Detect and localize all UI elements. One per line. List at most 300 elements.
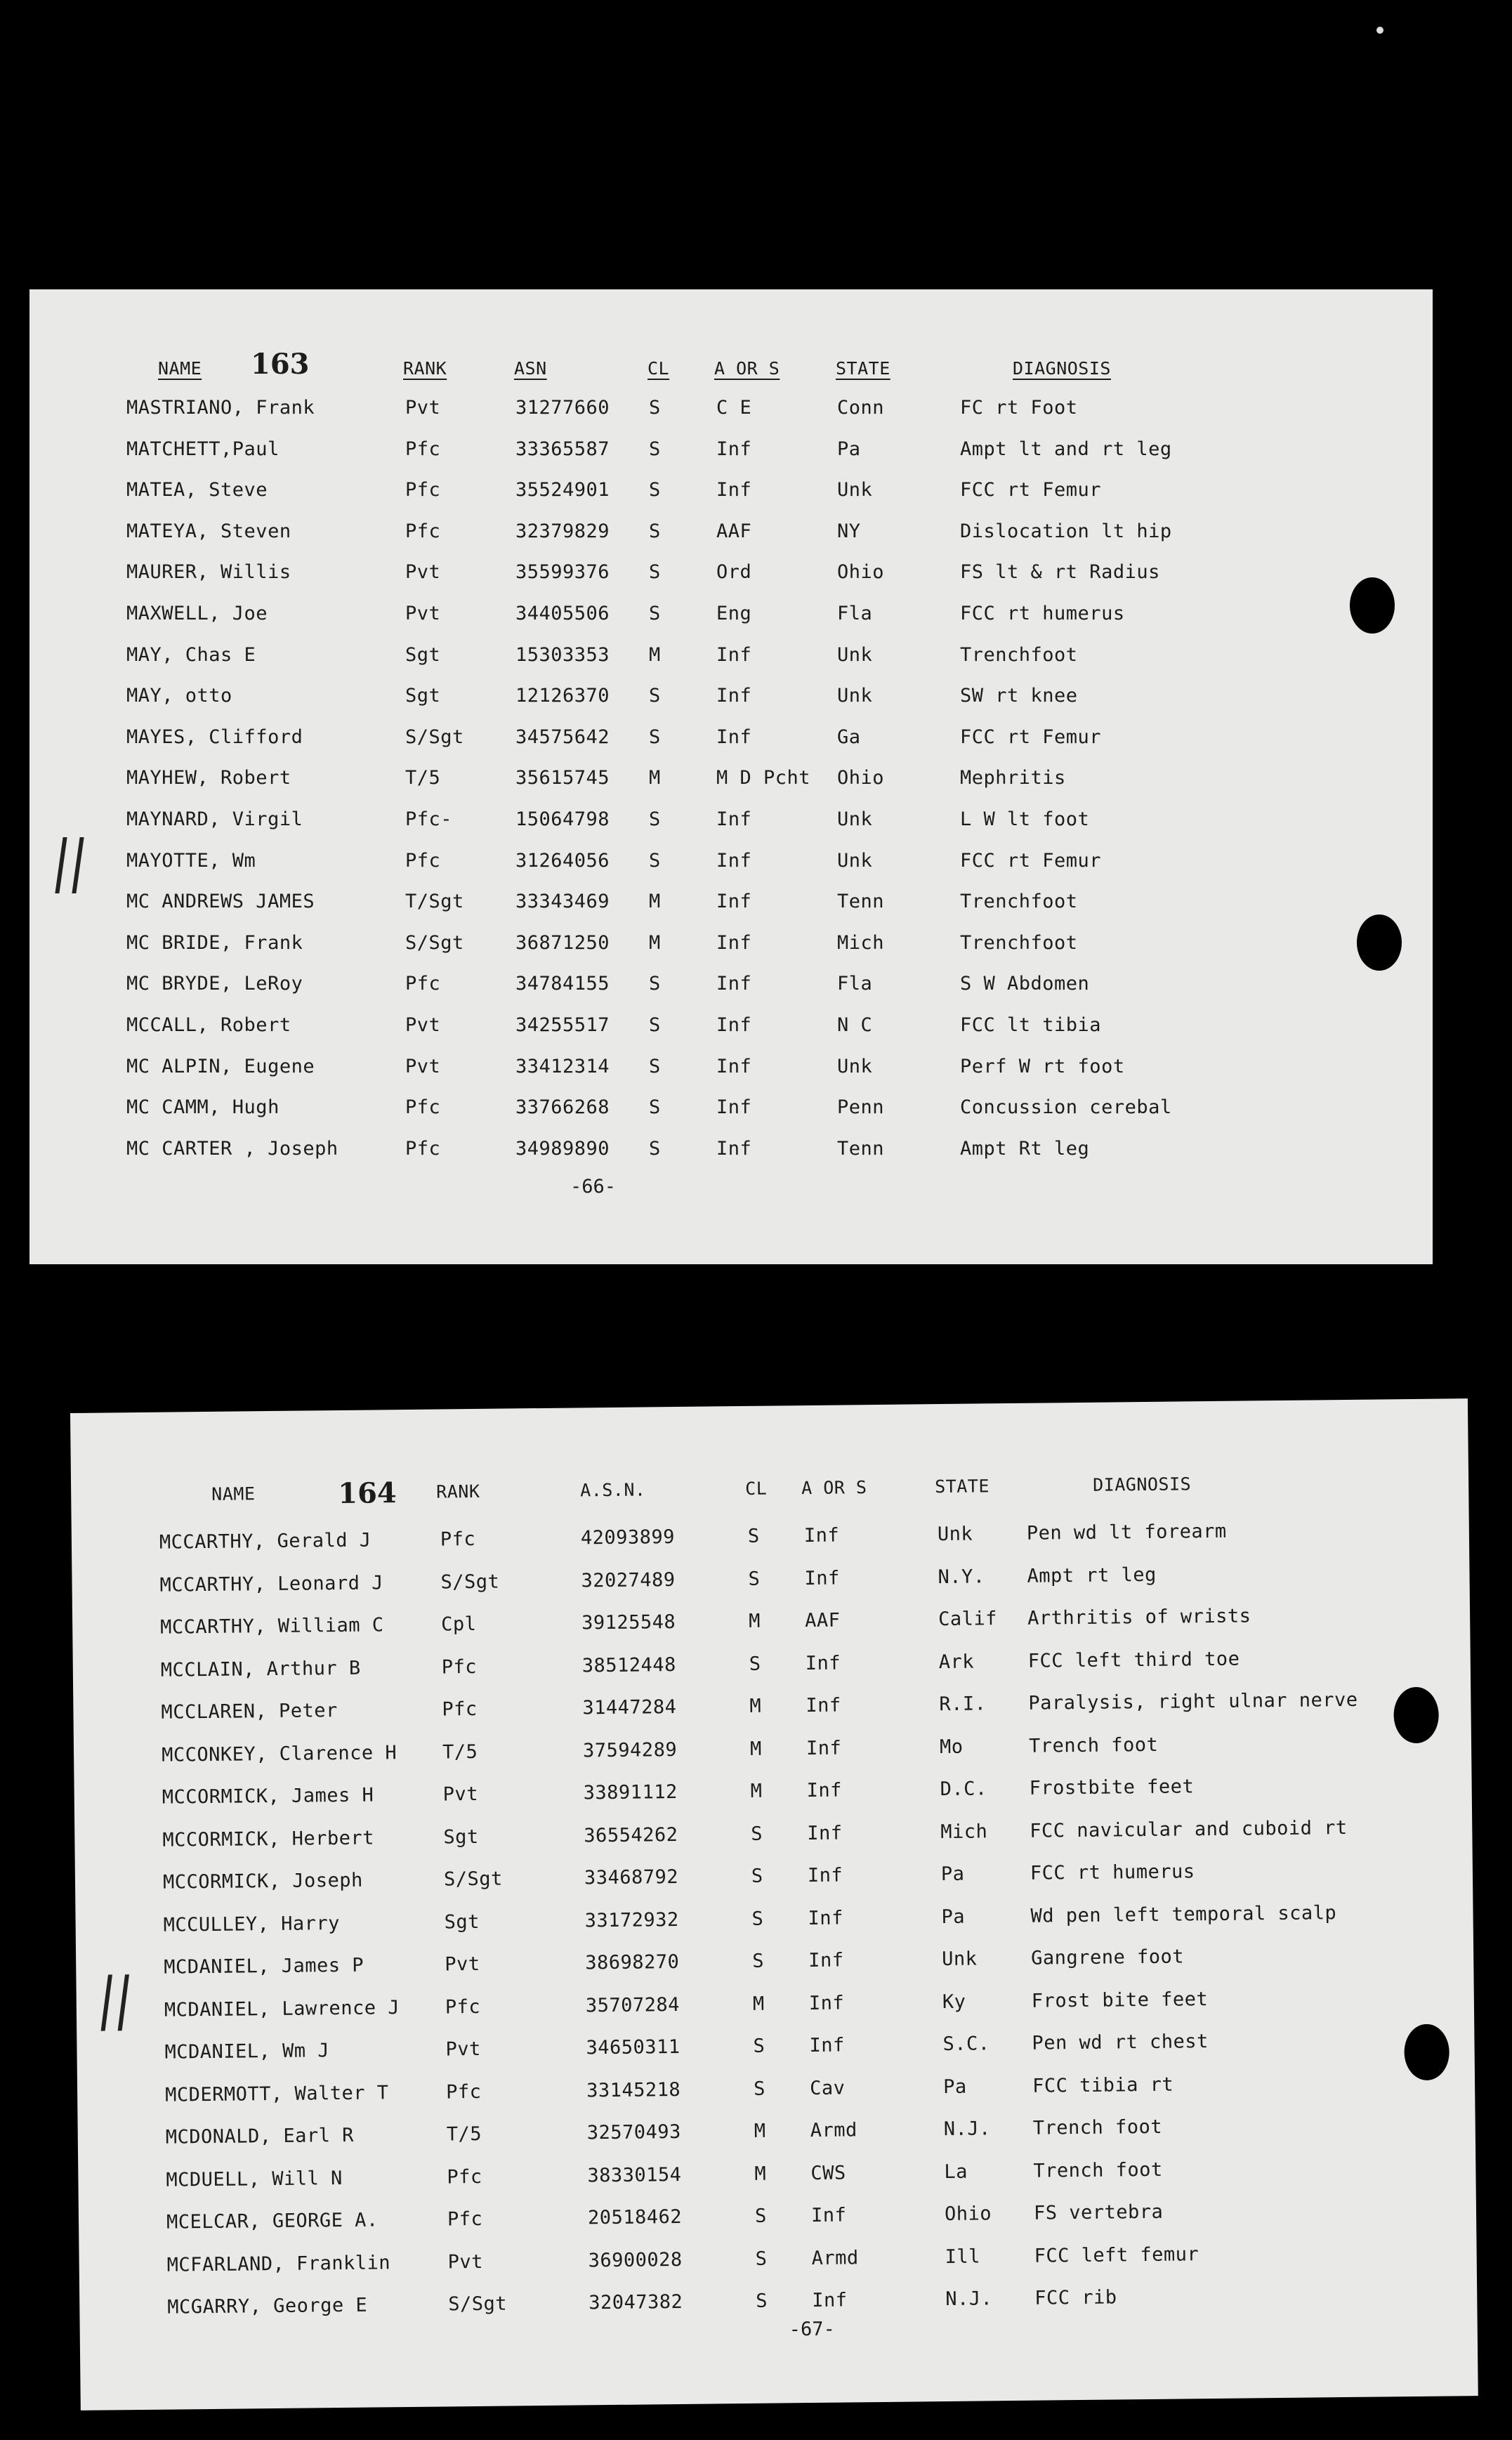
table-row xyxy=(29,472,1433,509)
cell-name: MCCALL, Robert xyxy=(126,1014,291,1036)
cell-state: Unk xyxy=(837,808,873,830)
cell-state: La xyxy=(944,2160,968,2183)
cell-rank: T/5 xyxy=(446,2123,482,2146)
cell-state: D.C. xyxy=(940,1778,987,1801)
cell-name: MAYNARD, Virgil xyxy=(126,808,303,830)
cell-cl: S xyxy=(753,2035,765,2057)
cell-rank: S/Sgt xyxy=(405,726,464,748)
cell-diagnosis: Ampt Rt leg xyxy=(960,1137,1090,1160)
cell-diagnosis: Trenchfoot xyxy=(960,643,1078,666)
cell-aors: Eng xyxy=(716,603,752,624)
cell-cl: S xyxy=(751,1908,764,1930)
cell-asn: 34650311 xyxy=(586,2035,681,2059)
cell-asn: 31447284 xyxy=(582,1695,677,1719)
cell-rank: Pfc xyxy=(447,2208,483,2231)
cell-diagnosis: Wd pen left temporal scalp xyxy=(1030,1901,1337,1927)
cell-state: Unk xyxy=(837,1055,873,1077)
cell-name: MCDANIEL, Wm J xyxy=(164,2040,330,2064)
table-row xyxy=(79,2191,1476,2242)
cell-aors: CWS xyxy=(810,2161,846,2184)
cell-rank: Sgt xyxy=(405,685,441,707)
header-row xyxy=(71,1463,1468,1514)
cell-cl: S xyxy=(649,808,661,830)
cell-diagnosis: S W Abdomen xyxy=(960,973,1090,995)
cell-diagnosis: Pen wd lt forearm xyxy=(1026,1520,1227,1544)
cell-aors: M D Pcht xyxy=(716,767,811,789)
cell-state: Fla xyxy=(837,603,873,624)
cell-diagnosis: FCC rib xyxy=(1034,2286,1117,2309)
cell-name: MC ALPIN, Eugene xyxy=(126,1055,315,1077)
cell-asn: 15064798 xyxy=(515,808,610,830)
cell-name: MAYES, Clifford xyxy=(126,726,303,748)
cell-rank: Pvt xyxy=(442,1783,479,1806)
cell-state: Ga xyxy=(837,726,861,748)
cell-name: MCCARTHY, Gerald J xyxy=(159,1529,372,1554)
cell-state: Ohio xyxy=(837,561,885,584)
cell-aors: Inf xyxy=(805,1652,841,1674)
cell-state: Mich xyxy=(837,931,885,954)
cell-asn: 32570493 xyxy=(586,2120,681,2144)
cell-name: MC ANDREWS JAMES xyxy=(126,891,315,913)
cell-cl: S xyxy=(649,1055,661,1077)
cell-diagnosis: Trench foot xyxy=(1032,2116,1163,2139)
cell-asn: 33766268 xyxy=(515,1096,610,1119)
cell-diagnosis: Dislocation lt hip xyxy=(960,520,1172,542)
cell-cl: S xyxy=(649,1014,661,1036)
cell-asn: 34784155 xyxy=(515,973,610,995)
cell-diagnosis: Trenchfoot xyxy=(960,891,1078,913)
cell-rank: T/Sgt xyxy=(405,891,464,913)
header-row xyxy=(29,350,1433,387)
cell-state: Unk xyxy=(937,1523,973,1546)
table-row xyxy=(78,2149,1475,2200)
cell-name: MCDUELL, Will N xyxy=(166,2167,343,2191)
cell-cl: M xyxy=(649,643,661,666)
cell-state: Fla xyxy=(837,973,873,995)
cell-aors: Inf xyxy=(716,931,752,954)
cell-cl: M xyxy=(754,2120,766,2142)
table-row xyxy=(29,596,1433,632)
cell-diagnosis: Ampt rt leg xyxy=(1027,1563,1157,1587)
cell-state: Ky xyxy=(942,1990,966,2013)
cell-name: MAY, otto xyxy=(126,685,232,707)
table-row xyxy=(72,1596,1470,1647)
cell-name: MAXWELL, Joe xyxy=(126,603,268,624)
cell-cl: M xyxy=(649,931,661,954)
punch-hole xyxy=(1404,2024,1449,2080)
cell-asn: 33365587 xyxy=(515,438,610,460)
cell-diagnosis: Perf W rt foot xyxy=(960,1055,1125,1077)
cell-rank: Pfc xyxy=(405,849,441,872)
table-row xyxy=(72,1554,1469,1605)
cell-name: MAURER, Willis xyxy=(126,561,291,584)
cell-asn: 31264056 xyxy=(515,849,610,872)
cell-asn: 42093899 xyxy=(580,1526,676,1549)
cell-aors: Inf xyxy=(808,1949,844,1972)
cell-aors: Inf xyxy=(716,1096,752,1119)
table-row xyxy=(79,2276,1477,2327)
cell-state: Unk xyxy=(837,643,873,666)
cell-rank: T/5 xyxy=(442,1740,478,1763)
table-row xyxy=(77,2021,1474,2072)
cell-aors: Armd xyxy=(811,2246,859,2269)
cell-name: MCDANIEL, James P xyxy=(164,1954,364,1979)
cell-aors: Inf xyxy=(716,685,752,707)
cell-asn: 38698270 xyxy=(585,1950,680,1974)
cell-state: S.C. xyxy=(942,2033,990,2056)
cell-rank: Pfc xyxy=(405,1137,441,1160)
cell-asn: 35707284 xyxy=(585,1993,681,2016)
cell-state: N.Y. xyxy=(938,1565,985,1588)
cell-name: MASTRIANO, Frank xyxy=(126,397,315,419)
header-diagnosis: DIAGNOSIS xyxy=(1013,358,1111,379)
header-a-or-s: A OR S xyxy=(801,1477,867,1499)
cell-aors: C E xyxy=(716,397,752,419)
punch-hole xyxy=(1357,914,1402,971)
table-row xyxy=(79,2234,1476,2285)
cell-diagnosis: Trench foot xyxy=(1033,2158,1163,2182)
cell-asn: 33891112 xyxy=(583,1780,678,1804)
cell-state: Unk xyxy=(942,1948,978,1971)
cell-asn: 36900028 xyxy=(588,2248,683,2271)
cell-name: MAYHEW, Robert xyxy=(126,767,291,789)
cell-state: Pa xyxy=(837,438,861,460)
cell-name: MCDANIEL, Lawrence J xyxy=(164,1996,400,2021)
cell-cl: S xyxy=(649,1096,661,1119)
cell-asn: 38512448 xyxy=(581,1653,677,1677)
table-row xyxy=(75,1851,1473,1902)
cell-rank: Pvt xyxy=(445,2038,481,2061)
cell-diagnosis: FS lt & rt Radius xyxy=(960,561,1160,584)
cell-cl: S xyxy=(649,726,661,748)
cell-cl: S xyxy=(747,1525,760,1547)
cell-name: MCFARLAND, Franklin xyxy=(166,2251,391,2276)
cell-rank: Pfc xyxy=(442,1698,478,1721)
cell-rank: Pfc xyxy=(445,1995,481,2018)
cell-rank: Pfc xyxy=(405,438,441,460)
cell-asn: 35599376 xyxy=(515,561,610,584)
cell-asn: 33145218 xyxy=(586,2078,681,2101)
cell-asn: 33172932 xyxy=(584,1908,679,1931)
cell-rank: Sgt xyxy=(405,643,441,666)
table-row xyxy=(29,966,1433,1002)
cell-asn: 39125548 xyxy=(581,1611,676,1634)
cell-aors: Inf xyxy=(806,1779,843,1802)
cell-cl: S xyxy=(749,1653,761,1675)
cell-diagnosis: Pen wd rt chest xyxy=(1032,2031,1209,2054)
cell-rank: Pvt xyxy=(405,397,441,419)
cell-aors: Inf xyxy=(716,849,752,872)
cell-rank: S/Sgt xyxy=(440,1570,500,1593)
cell-aors: Inf xyxy=(716,891,752,913)
cell-name: MCGARRY, George E xyxy=(167,2294,368,2318)
cell-diagnosis: SW rt knee xyxy=(960,685,1078,707)
header-rank: RANK xyxy=(403,358,447,379)
cell-diagnosis: FC rt Foot xyxy=(960,397,1078,419)
cell-name: MCCULLEY, Harry xyxy=(163,1912,341,1936)
cell-state: Pa xyxy=(942,2075,967,2098)
cell-aors: Inf xyxy=(804,1567,840,1589)
table-row xyxy=(76,1936,1473,1987)
table-row xyxy=(73,1681,1471,1732)
cell-rank: Pfc xyxy=(405,520,441,542)
cell-diagnosis: Mephritis xyxy=(960,767,1066,789)
cell-asn: 37594289 xyxy=(582,1738,678,1762)
header-name: NAME xyxy=(158,358,202,379)
cell-asn: 35615745 xyxy=(515,767,610,789)
sheet-number: 163 xyxy=(251,348,310,381)
cell-asn: 32027489 xyxy=(581,1568,676,1592)
cell-cl: S xyxy=(748,1568,761,1590)
table-row xyxy=(29,1131,1433,1167)
cell-name: MCCORMICK, Herbert xyxy=(162,1827,375,1851)
header-cl: CL xyxy=(745,1478,768,1499)
cell-name: MC CAMM, Hugh xyxy=(126,1096,280,1119)
cell-state: Mo xyxy=(939,1736,964,1758)
table-row xyxy=(29,719,1433,756)
cell-state: Pa xyxy=(940,1863,965,1886)
cell-aors: Inf xyxy=(716,726,752,748)
table-row xyxy=(74,1724,1471,1775)
cell-rank: Pvt xyxy=(405,561,441,584)
cell-diagnosis: Ampt lt and rt leg xyxy=(960,438,1172,460)
table-row xyxy=(72,1511,1469,1562)
cell-asn: 32047382 xyxy=(589,2290,683,2314)
cell-diagnosis: Frost bite feet xyxy=(1031,1988,1209,2012)
cell-diagnosis: Concussion cerebal xyxy=(960,1096,1172,1119)
cell-cl: S xyxy=(756,2290,768,2312)
table-row xyxy=(29,554,1433,591)
cell-aors: Inf xyxy=(808,1992,845,2014)
sheet-number: 164 xyxy=(337,1476,397,1511)
cell-state: Unk xyxy=(837,685,873,707)
cell-cl: S xyxy=(649,479,661,501)
punch-hole xyxy=(1393,1687,1439,1744)
cell-state: Tenn xyxy=(837,891,885,913)
cell-cl: S xyxy=(751,1865,763,1887)
cell-diagnosis: FCC rt Femur xyxy=(960,726,1102,748)
table-row xyxy=(29,637,1433,674)
cell-aors: Inf xyxy=(812,2289,848,2312)
cell-aors: Inf xyxy=(716,1055,752,1077)
cell-cl: M xyxy=(749,1695,762,1717)
cell-asn: 34255517 xyxy=(515,1014,610,1036)
cell-diagnosis: Gangrene foot xyxy=(1031,1946,1185,1969)
table-row xyxy=(29,1049,1433,1085)
cell-diagnosis: FS vertebra xyxy=(1033,2200,1164,2224)
table-row xyxy=(29,801,1433,838)
cell-cl: S xyxy=(752,1950,765,1972)
cell-name: MATEA, Steve xyxy=(126,479,268,501)
cell-state: Penn xyxy=(837,1096,885,1119)
header-diagnosis: DIAGNOSIS xyxy=(1092,1474,1192,1495)
cell-rank: S/Sgt xyxy=(443,1868,503,1891)
cell-rank: Cpl xyxy=(441,1613,477,1636)
cell-diagnosis: Arthritis of wrists xyxy=(1027,1605,1251,1629)
cell-asn: 34405506 xyxy=(515,603,610,624)
cell-rank: Pvt xyxy=(405,1055,441,1077)
cell-cl: M xyxy=(749,1738,762,1760)
cell-rank: Pfc xyxy=(405,1096,441,1119)
cell-name: MCDERMOTT, Walter T xyxy=(165,2081,389,2106)
table-row xyxy=(29,1007,1433,1044)
cell-cl: S xyxy=(649,603,661,624)
cell-asn: 36871250 xyxy=(515,931,610,954)
cell-name: MCCONKEY, Clarence H xyxy=(161,1741,397,1766)
cell-name: MCCARTHY, William C xyxy=(160,1614,384,1639)
table-row xyxy=(29,390,1433,426)
cell-name: MCCARTHY, Leonard J xyxy=(159,1571,384,1596)
cell-rank: Pvt xyxy=(405,1014,441,1036)
header-asn: A.S.N. xyxy=(580,1479,646,1501)
cell-rank: Pfc xyxy=(445,2080,482,2103)
cell-cl: S xyxy=(754,2205,767,2227)
cell-cl: M xyxy=(748,1610,761,1632)
cell-state: Ark xyxy=(938,1651,975,1673)
table-row xyxy=(29,884,1433,920)
table-row xyxy=(29,843,1433,879)
cell-cl: M xyxy=(750,1780,763,1802)
cell-aors: Inf xyxy=(716,973,752,995)
cell-rank: Pvt xyxy=(445,1953,480,1976)
cell-state: R.I. xyxy=(939,1693,987,1716)
header-rank: RANK xyxy=(436,1481,480,1502)
cell-aors: Inf xyxy=(716,438,752,460)
cell-diagnosis: FCC navicular and cuboid rt xyxy=(1030,1816,1348,1842)
cell-cl: S xyxy=(751,1823,763,1845)
cell-state: Ohio xyxy=(944,2203,992,2226)
cell-diagnosis: L W lt foot xyxy=(960,808,1090,830)
cell-diagnosis: FCC lt tibia xyxy=(960,1014,1102,1036)
cell-aors: Inf xyxy=(803,1524,840,1547)
cell-aors: Ord xyxy=(716,561,752,584)
cell-aors: Inf xyxy=(807,1864,843,1887)
cell-cl: M xyxy=(649,767,661,789)
cell-aors: Inf xyxy=(807,1822,843,1844)
table-row xyxy=(73,1639,1471,1690)
roster-sheet-164 xyxy=(70,1398,1478,2411)
cell-aors: Cav xyxy=(809,2076,846,2099)
cell-state: NY xyxy=(837,520,861,542)
cell-rank: Pvt xyxy=(447,2250,484,2273)
table-row xyxy=(77,1979,1474,2030)
cell-rank: T/5 xyxy=(405,767,441,789)
cell-cl: S xyxy=(649,438,661,460)
cell-name: MAYOTTE, Wm xyxy=(126,849,256,872)
table-row xyxy=(29,431,1433,468)
cell-asn: 38330154 xyxy=(587,2163,682,2186)
cell-state: Calif xyxy=(938,1608,998,1631)
cell-state: Pa xyxy=(941,1906,966,1928)
cell-rank: Pfc xyxy=(441,1655,478,1678)
cell-asn: 20518462 xyxy=(587,2205,683,2229)
cell-name: MAY, Chas E xyxy=(126,643,256,666)
cell-asn: 31277660 xyxy=(515,397,610,419)
cell-asn: 32379829 xyxy=(515,520,610,542)
cell-aors: AAF xyxy=(804,1609,841,1632)
table-row xyxy=(29,678,1433,714)
roster-sheet-163 xyxy=(29,289,1433,1264)
cell-name: MCCORMICK, Joseph xyxy=(162,1869,363,1894)
cell-asn: 33468792 xyxy=(584,1865,679,1889)
cell-state: Ohio xyxy=(837,767,885,789)
page-number: -67- xyxy=(789,2318,835,2341)
cell-cl: S xyxy=(753,2078,766,2100)
cell-name: MCCLAIN, Arthur B xyxy=(160,1657,361,1681)
cell-state: Conn xyxy=(837,397,885,419)
cell-cl: S xyxy=(649,849,661,872)
cell-rank: Pfc- xyxy=(405,808,453,830)
cell-rank: S/Sgt xyxy=(405,931,464,954)
cell-rank: Pfc xyxy=(405,973,441,995)
cell-diagnosis: FCC left third toe xyxy=(1027,1648,1240,1672)
cell-asn: 35524901 xyxy=(515,479,610,501)
cell-aors: Armd xyxy=(810,2119,857,2142)
cell-state: Tenn xyxy=(837,1137,885,1160)
header-name: NAME xyxy=(211,1483,256,1504)
cell-aors: Inf xyxy=(808,1907,844,1929)
cell-state: Unk xyxy=(837,479,873,501)
cell-cl: S xyxy=(649,1137,661,1160)
cell-state: N.J. xyxy=(943,2118,991,2141)
cell-diagnosis: Paralysis, right ulnar nerve xyxy=(1028,1688,1358,1714)
cell-name: MCELCAR, GEORGE A. xyxy=(166,2209,379,2234)
cell-cl: S xyxy=(755,2248,768,2270)
table-row xyxy=(29,760,1433,796)
cell-name: MCCLAREN, Peter xyxy=(161,1700,338,1724)
cell-state: N C xyxy=(837,1014,873,1036)
table-row xyxy=(29,925,1433,962)
cell-cl: S xyxy=(649,561,661,584)
punch-hole xyxy=(1350,577,1395,634)
cell-diagnosis: FCC tibia rt xyxy=(1032,2073,1174,2097)
cell-diagnosis: FCC rt humerus xyxy=(960,603,1125,624)
table-row xyxy=(75,1894,1473,1945)
cell-rank: Pfc xyxy=(447,2165,482,2188)
cell-aors: Inf xyxy=(809,2034,845,2057)
cell-diagnosis: FCC rt Femur xyxy=(960,479,1102,501)
cell-aors: Inf xyxy=(716,479,752,501)
table-row xyxy=(78,2106,1475,2157)
cell-cl: S xyxy=(649,397,661,419)
cell-rank: Pfc xyxy=(405,479,441,501)
cell-cl: M xyxy=(754,2163,767,2185)
cell-name: MCCORMICK, James H xyxy=(162,1784,374,1809)
cell-rank: S/Sgt xyxy=(448,2293,508,2316)
cell-rank: Pvt xyxy=(405,603,441,624)
cell-cl: M xyxy=(752,1993,765,2015)
cell-diagnosis: Frostbite feet xyxy=(1029,1776,1195,1799)
cell-state: Mich xyxy=(940,1820,988,1843)
cell-aors: Inf xyxy=(810,2204,847,2227)
table-row xyxy=(29,513,1433,550)
cell-name: MATEYA, Steven xyxy=(126,520,291,542)
cell-aors: Inf xyxy=(806,1694,841,1717)
cell-cl: S xyxy=(649,685,661,707)
cell-rank: Sgt xyxy=(443,1825,479,1848)
cell-rank: Pfc xyxy=(440,1528,476,1551)
cell-diagnosis: Trenchfoot xyxy=(960,931,1078,954)
header-state: STATE xyxy=(836,358,890,379)
speck xyxy=(1376,27,1383,34)
cell-diagnosis: FCC rt Femur xyxy=(960,849,1102,872)
cell-aors: Inf xyxy=(806,1737,842,1759)
header-asn: ASN xyxy=(514,358,547,379)
cell-diagnosis: FCC rt humerus xyxy=(1030,1861,1195,1884)
cell-asn: 34575642 xyxy=(515,726,610,748)
header-a-or-s: A OR S xyxy=(714,358,780,379)
cell-asn: 34989890 xyxy=(515,1137,610,1160)
